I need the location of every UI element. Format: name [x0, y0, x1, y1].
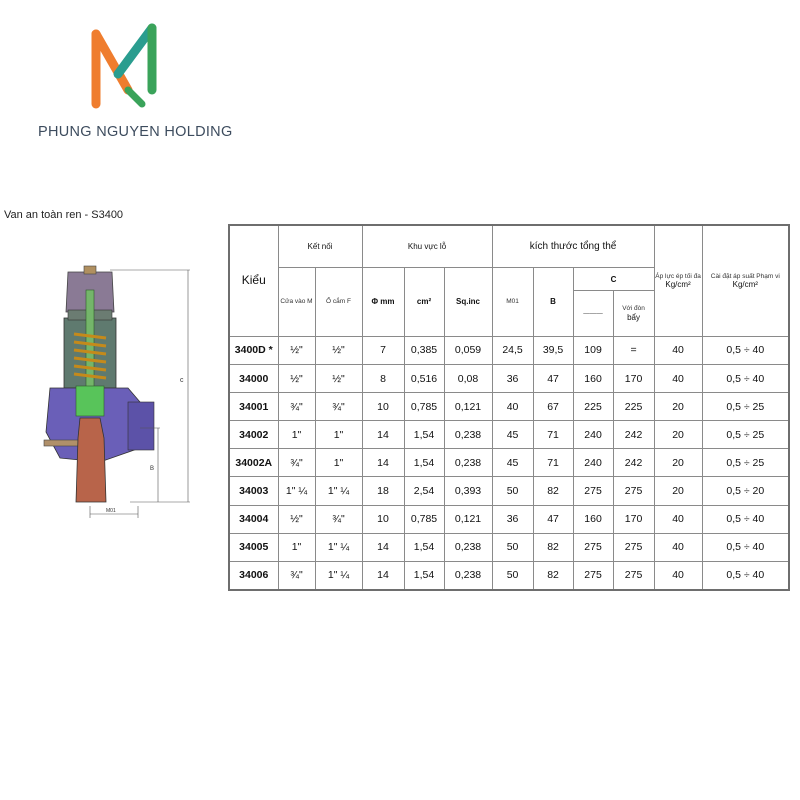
cell-f: 1" — [315, 449, 362, 477]
cell-kieu: 34000 — [229, 365, 278, 393]
cell-ap: 20 — [654, 393, 702, 421]
cell-cm2: 0,516 — [404, 365, 444, 393]
cell-m: ¾" — [278, 449, 315, 477]
cell-ap: 20 — [654, 449, 702, 477]
cell-c: 160 — [573, 505, 613, 533]
cell-voi_don: = — [613, 336, 654, 364]
cell-sq: 0,238 — [444, 421, 492, 449]
dimension-label-b: B — [150, 466, 155, 472]
cell-f: ½" — [315, 365, 362, 393]
cell-kieu: 34005 — [229, 533, 278, 561]
table-row — [229, 421, 789, 449]
cell-f: ¾" — [315, 505, 362, 533]
cell-ap: 20 — [654, 477, 702, 505]
table-row — [229, 393, 789, 421]
cell-m: ¾" — [278, 561, 315, 590]
cell-kieu: 34002A — [229, 449, 278, 477]
cell-voi_don: 242 — [613, 449, 654, 477]
cell-range: 0,5 ÷ 40 — [702, 336, 789, 364]
col-head-ap-luc — [654, 225, 702, 336]
cell-ap: 40 — [654, 505, 702, 533]
cell-c: 275 — [573, 561, 613, 590]
cell-m01: 45 — [492, 449, 533, 477]
cell-cm2: 0,385 — [404, 336, 444, 364]
cell-range: 0,5 ÷ 40 — [702, 561, 789, 590]
cell-sq: 0,121 — [444, 393, 492, 421]
cell-m: ½" — [278, 365, 315, 393]
cell-phi: 7 — [362, 336, 404, 364]
col-head-ap-luc-unit: Kg/cm² — [665, 280, 691, 290]
col-head-voi-don — [613, 291, 654, 337]
col-head-khu-vuc-lo: Khu vực lỗ — [362, 225, 492, 268]
cell-c: 240 — [573, 421, 613, 449]
cell-f: 1" ¼ — [315, 561, 362, 590]
cell-f: 1" — [315, 421, 362, 449]
cell-sq: 0,238 — [444, 561, 492, 590]
cell-c: 275 — [573, 533, 613, 561]
col-head-ap-luc-label: Áp lực ép tối đa — [655, 272, 701, 280]
cell-phi: 8 — [362, 365, 404, 393]
table-row — [229, 533, 789, 561]
cell-b: 82 — [533, 533, 573, 561]
table-row — [229, 449, 789, 477]
cell-sq: 0,238 — [444, 449, 492, 477]
cell-voi_don: 170 — [613, 505, 654, 533]
cell-kieu: 34002 — [229, 421, 278, 449]
cell-m01: 40 — [492, 393, 533, 421]
cell-cm2: 1,54 — [404, 421, 444, 449]
spec-table — [228, 224, 790, 591]
col-head-o-cam: Ổ cắm F — [315, 268, 362, 337]
cell-m01: 36 — [492, 365, 533, 393]
cell-m01: 36 — [492, 505, 533, 533]
cell-phi: 10 — [362, 505, 404, 533]
cell-b: 82 — [533, 477, 573, 505]
col-head-cai-dat-label: Cài đặt áp suất Phạm vi — [710, 272, 780, 280]
cell-kieu: 34004 — [229, 505, 278, 533]
cell-cm2: 2,54 — [404, 477, 444, 505]
table-row — [229, 365, 789, 393]
cell-m01: 50 — [492, 533, 533, 561]
cell-phi: 14 — [362, 533, 404, 561]
col-head-cai-dat — [702, 225, 789, 336]
cell-range: 0,5 ÷ 25 — [702, 449, 789, 477]
col-head-kieu: Kiểu — [229, 225, 278, 336]
cell-range: 0,5 ÷ 40 — [702, 533, 789, 561]
cell-b: 82 — [533, 561, 573, 590]
cell-sq: 0,08 — [444, 365, 492, 393]
cell-kieu: 34006 — [229, 561, 278, 590]
cell-phi: 14 — [362, 449, 404, 477]
valve-diagram — [40, 262, 210, 522]
cell-sq: 0,393 — [444, 477, 492, 505]
cell-ap: 40 — [654, 533, 702, 561]
cell-phi: 14 — [362, 421, 404, 449]
cell-m: ¾" — [278, 393, 315, 421]
cell-voi_don: 225 — [613, 393, 654, 421]
cell-phi: 18 — [362, 477, 404, 505]
cell-voi_don: 275 — [613, 533, 654, 561]
cell-ap: 40 — [654, 561, 702, 590]
cell-b: 71 — [533, 421, 573, 449]
spec-table-body — [229, 336, 789, 590]
cell-kieu: 34001 — [229, 393, 278, 421]
table-row — [229, 336, 789, 364]
cell-b: 67 — [533, 393, 573, 421]
cell-voi_don: 170 — [613, 365, 654, 393]
cell-m: 1" ¼ — [278, 477, 315, 505]
col-head-b: B — [533, 268, 573, 337]
col-head-cm2: cm² — [404, 268, 444, 337]
cell-m01: 50 — [492, 561, 533, 590]
cell-m: ½" — [278, 336, 315, 364]
cell-range: 0,5 ÷ 20 — [702, 477, 789, 505]
table-row — [229, 477, 789, 505]
cell-f: ½" — [315, 336, 362, 364]
cell-b: 47 — [533, 365, 573, 393]
cell-f: ¾" — [315, 393, 362, 421]
cell-ap: 40 — [654, 365, 702, 393]
brand-name: PHUNG NGUYEN HOLDING — [38, 124, 233, 140]
cell-sq: 0,059 — [444, 336, 492, 364]
product-caption: Van an toàn ren - S3400 — [4, 209, 124, 221]
cell-voi_don: 275 — [613, 477, 654, 505]
cell-ap: 40 — [654, 336, 702, 364]
cell-sq: 0,238 — [444, 533, 492, 561]
cell-f: 1" ¼ — [315, 477, 362, 505]
cell-c: 160 — [573, 365, 613, 393]
cell-phi: 14 — [362, 561, 404, 590]
cell-m01: 24,5 — [492, 336, 533, 364]
cell-sq: 0,121 — [444, 505, 492, 533]
cell-ap: 20 — [654, 421, 702, 449]
cell-c: 240 — [573, 449, 613, 477]
col-head-c: C — [573, 268, 654, 291]
cell-b: 47 — [533, 505, 573, 533]
col-head-c-dash: ——— — [573, 291, 613, 337]
col-head-voi-don-label: Với đòn — [622, 305, 645, 313]
cell-cm2: 0,785 — [404, 505, 444, 533]
cell-f: 1" ¼ — [315, 533, 362, 561]
cell-m01: 45 — [492, 421, 533, 449]
col-head-ket-noi: Kết nối — [278, 225, 362, 268]
cell-voi_don: 275 — [613, 561, 654, 590]
cell-m01: 50 — [492, 477, 533, 505]
dimension-label-c: c — [180, 377, 184, 384]
cell-range: 0,5 ÷ 40 — [702, 365, 789, 393]
cell-c: 109 — [573, 336, 613, 364]
brand-logo — [84, 20, 164, 116]
col-head-cua-vao: Cửa vào M — [278, 268, 315, 337]
cell-cm2: 1,54 — [404, 449, 444, 477]
cell-m: 1" — [278, 533, 315, 561]
cell-range: 0,5 ÷ 25 — [702, 393, 789, 421]
col-head-m01: M01 — [492, 268, 533, 337]
dimension-label-m01: M01 — [106, 508, 116, 514]
cell-m: 1" — [278, 421, 315, 449]
col-head-kich-thuoc: kích thước tổng thể — [492, 225, 654, 268]
cell-b: 39,5 — [533, 336, 573, 364]
cell-cm2: 1,54 — [404, 533, 444, 561]
cell-kieu: 34003 — [229, 477, 278, 505]
col-head-sq-inc: Sq.inc — [444, 268, 492, 337]
cell-m: ½" — [278, 505, 315, 533]
cell-voi_don: 242 — [613, 421, 654, 449]
cell-range: 0,5 ÷ 25 — [702, 421, 789, 449]
cell-b: 71 — [533, 449, 573, 477]
cell-cm2: 1,54 — [404, 561, 444, 590]
cell-c: 275 — [573, 477, 613, 505]
cell-phi: 10 — [362, 393, 404, 421]
col-head-cai-dat-unit: Kg/cm² — [732, 280, 758, 290]
col-head-phi-mm: Φ mm — [362, 268, 404, 337]
cell-kieu: 3400D * — [229, 336, 278, 364]
col-head-bay-label: bẩy — [627, 312, 640, 322]
cell-c: 225 — [573, 393, 613, 421]
table-row — [229, 561, 789, 590]
cell-range: 0,5 ÷ 40 — [702, 505, 789, 533]
cell-cm2: 0,785 — [404, 393, 444, 421]
table-row — [229, 505, 789, 533]
